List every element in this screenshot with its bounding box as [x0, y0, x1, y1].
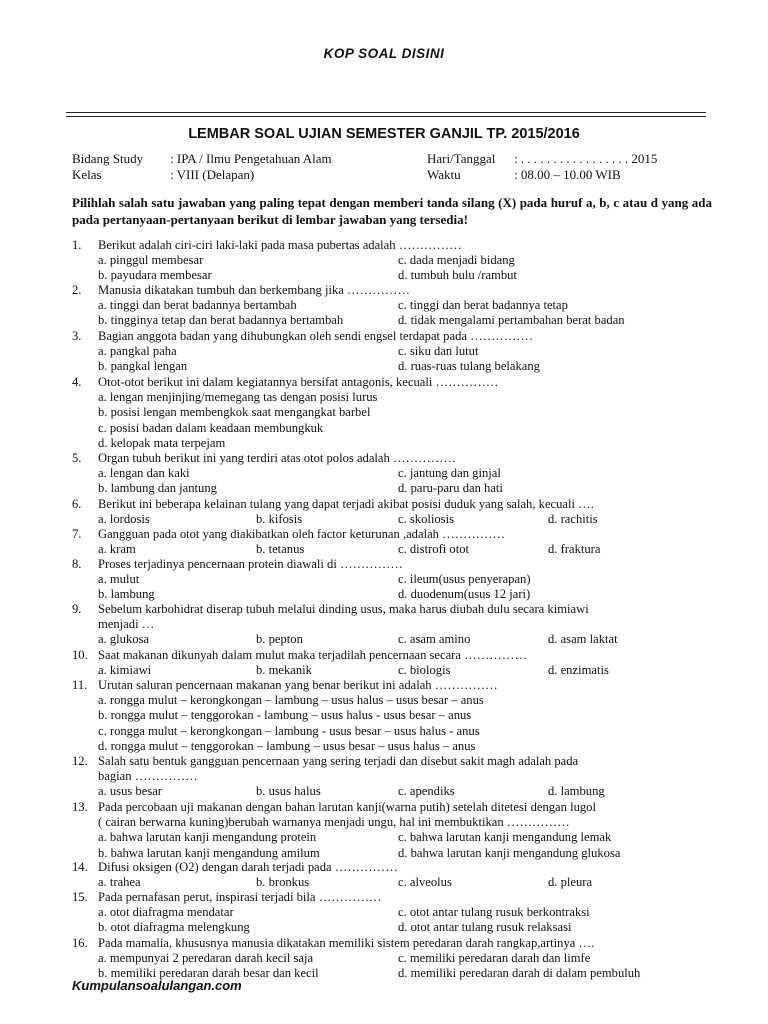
option: c. biologis: [398, 663, 451, 678]
question-6: [72, 497, 712, 527]
waktu-value: : 08.00 – 10.00 WIB: [514, 167, 621, 182]
option: b. lambung: [98, 587, 155, 602]
option: c. rongga mulut – kerongkongan – lambung - usus besar – usus halus - anus: [98, 723, 480, 738]
question-line: menjadi …: [98, 617, 155, 632]
option: d. paru-paru dan hati: [398, 481, 503, 496]
question-number: 16.: [72, 936, 88, 950]
header-divider-2: [66, 116, 706, 117]
question-text: [72, 451, 712, 466]
question-12: [72, 754, 712, 800]
question-line: Berikut ini beberapa kelainan tulang yang dapat terjadi akibat posisi duduk yang salah, kecuali ….: [98, 497, 594, 511]
option: a. rongga mulut – kerongkongan – lambung – usus halus – usus besar – anus: [98, 693, 484, 708]
option: d. otot antar tulang rusuk relaksasi: [398, 920, 572, 935]
option: d. enzimatis: [548, 663, 609, 678]
question-11: [72, 678, 712, 754]
kelas-value: : VIII (Delapan): [170, 167, 255, 182]
question-1: [72, 238, 712, 284]
question-text: [72, 617, 712, 632]
question-line: Difusi oksigen (O2) dengan darah terjadi pada ……………: [98, 860, 398, 874]
question-number: 2.: [72, 283, 82, 297]
bidang-value: : IPA / Ilmu Pengetahuan Alam: [170, 151, 332, 166]
option: b. otot diafragma melengkung: [98, 920, 250, 935]
option: c. distrofi otot: [398, 542, 470, 557]
option: c. memiliki peredaran darah dan limfe: [398, 951, 591, 966]
option: c. skoliosis: [398, 512, 454, 527]
option: b. tetanus: [256, 542, 305, 557]
question-number: 8.: [72, 557, 82, 571]
question-line: bagian ……………: [98, 769, 198, 784]
question-number: 4.: [72, 375, 82, 389]
question-text: [72, 497, 712, 512]
hari-value: : . . . . . . . . . . . . . . . . . 2015: [514, 151, 658, 166]
question-line: Organ tubuh berikut ini yang terdiri atas otot polos adalah ……………: [98, 451, 456, 465]
option: d. duodenum(usus 12 jari): [398, 587, 531, 602]
option: d. pleura: [548, 875, 593, 890]
question-line: Otot-otot berikut ini dalam kegiatannya bersifat antagonis, kecuali ……………: [98, 375, 499, 389]
question-number: 10.: [72, 648, 88, 662]
question-number: 6.: [72, 497, 82, 511]
question-text: [72, 329, 712, 344]
option: c. apendiks: [398, 784, 455, 799]
question-line: Gangguan pada otot yang diakibatkan oleh factor keturunan ,adalah ……………: [98, 527, 506, 541]
option: a. kimiawi: [98, 663, 152, 678]
option: a. lordosis: [98, 512, 150, 527]
option: b. bronkus: [256, 875, 310, 890]
question-15: [72, 890, 712, 936]
option: b. rongga mulut – tenggorokan - lambung – usus halus - usus besar – anus: [98, 708, 472, 723]
option: c. jantung dan ginjal: [398, 466, 501, 481]
option: a. mulut: [98, 572, 140, 587]
question-text: [72, 602, 712, 617]
question-number: 5.: [72, 451, 82, 465]
question-text: [72, 283, 712, 298]
option: a. otot diafragma mendatar: [98, 905, 234, 920]
question-line: Bagian anggota badan yang dihubungkan oleh sendi engsel terdapat pada ……………: [98, 329, 534, 343]
option: b. tingginya tetap dan berat badannya bertambah: [98, 313, 344, 328]
option: c. asam amino: [398, 632, 471, 647]
question-line: Pada mamalia, khususnya manusia dikatakan memiliki sistem peredaran darah rangkap,artinya ….: [98, 936, 595, 950]
option: d. kelopak mata terpejam: [98, 435, 226, 450]
question-16: [72, 936, 712, 982]
option: a. pinggul membesar: [98, 253, 204, 268]
question-7: [72, 527, 712, 557]
option: b. bahwa larutan kanji mengandung amilum: [98, 845, 320, 860]
question-9: [72, 602, 712, 648]
question-3: [72, 329, 712, 375]
option: c. ileum(usus penyerapan): [398, 572, 531, 587]
question-number: 12.: [72, 754, 88, 768]
option: d. rongga mulut – tenggorokan – lambung – usus besar – usus halus – anus: [98, 738, 476, 753]
question-text: [72, 754, 712, 769]
question-14: [72, 860, 712, 890]
waktu-label: Waktu: [427, 167, 461, 182]
question-text: [72, 238, 712, 253]
option: a. usus besar: [98, 784, 163, 799]
kop-soal-header: KOP SOAL DISINI: [323, 46, 445, 61]
question-number: 14.: [72, 860, 88, 874]
option: c. otot antar tulang rusuk berkontraksi: [398, 905, 590, 920]
option: b. kifosis: [256, 512, 303, 527]
question-text: [72, 860, 712, 875]
instruction: Pilihlah salah satu jawaban yang paling tepat dengan memberi tanda silang (X) pada huruf a, b, c atau d yang ada pada pertanyaan-pertanyaan berikut di lembar jawaban yang tersedia!: [72, 195, 712, 227]
option: a. trahea: [98, 875, 141, 890]
question-line: Proses terjadinya pencernaan protein diawali di ……………: [98, 557, 403, 571]
question-number: 1.: [72, 238, 82, 252]
question-number: 7.: [72, 527, 82, 541]
question-line: Saat makanan dikunyah dalam mulut maka terjadilah pencernaan secara ……………: [98, 648, 528, 662]
bidang-label: Bidang Study: [72, 151, 144, 166]
option: c. bahwa larutan kanji mengandung lemak: [398, 830, 612, 845]
question-text: [72, 769, 712, 784]
hari-label: Hari/Tanggal: [427, 151, 496, 166]
option: a. glukosa: [98, 632, 150, 647]
option: a. tinggi dan berat badannya bertambah: [98, 298, 297, 313]
question-line: Berikut adalah ciri-ciri laki-laki pada masa pubertas adalah ……………: [98, 238, 462, 252]
option: c. dada menjadi bidang: [398, 253, 515, 268]
option: d. fraktura: [548, 542, 601, 557]
option: a. kram: [98, 542, 136, 557]
question-2: [72, 283, 712, 329]
exam-title: LEMBAR SOAL UJIAN SEMESTER GANJIL TP. 2015/2016: [188, 126, 580, 142]
option: d. asam laktat: [548, 632, 618, 647]
option: d. lambung: [548, 784, 605, 799]
question-text: [72, 890, 712, 905]
footer-site: Kumpulansoalulangan.com: [72, 978, 242, 993]
question-text: [72, 678, 712, 693]
option: b. lambung dan jantung: [98, 481, 217, 496]
kelas-label: Kelas: [72, 167, 102, 182]
question-number: 13.: [72, 800, 88, 814]
option: a. lengan dan kaki: [98, 466, 190, 481]
option: a. mempunyai 2 peredaran darah kecil saja: [98, 951, 314, 966]
option: d. bahwa larutan kanji mengandung glukosa: [398, 845, 621, 860]
option: a. pangkal paha: [98, 344, 177, 359]
question-number: 9.: [72, 602, 82, 616]
option: a. lengan menjinjing/memegang tas dengan posisi lurus: [98, 390, 378, 405]
question-number: 3.: [72, 329, 82, 343]
question-13: [72, 800, 712, 861]
option: b. posisi lengan membengkok saat mengangkat barbel: [98, 405, 371, 420]
option: a. bahwa larutan kanji mengandung protein: [98, 830, 317, 845]
question-text: [72, 527, 712, 542]
question-text: [72, 815, 712, 830]
option: d. tidak mengalami pertambahan berat badan: [398, 313, 625, 328]
option: b. pepton: [256, 632, 303, 647]
option: b. mekanik: [256, 663, 312, 678]
question-line: Pada percobaan uji makanan dengan bahan larutan kanji(warna putih) setelah ditetesi dengan lugol: [98, 800, 596, 814]
option: d. memiliki peredaran darah di dalam pembuluh: [398, 966, 641, 981]
question-number: 11.: [72, 678, 88, 692]
option: b. usus halus: [256, 784, 321, 799]
option: c. alveolus: [398, 875, 452, 890]
option: d. rachitis: [548, 512, 598, 527]
question-line: Pada pernafasan perut, inspirasi terjadi bila ……………: [98, 890, 382, 904]
question-8: [72, 557, 712, 603]
question-10: [72, 648, 712, 678]
question-line: Urutan saluran pencernaan makanan yang benar berikut ini adalah ……………: [98, 678, 498, 692]
question-4: [72, 375, 712, 451]
option: c. tinggi dan berat badannya tetap: [398, 298, 568, 313]
question-text: [72, 936, 712, 951]
option: b. pangkal lengan: [98, 359, 188, 374]
option: c. posisi badan dalam keadaan membungkuk: [98, 420, 324, 435]
option: d. ruas-ruas tulang belakang: [398, 359, 540, 374]
question-line: Sebelum karbohidrat diserap tubuh melalui dinding usus, maka harus diubah dulu secara kimiawi: [98, 602, 589, 616]
option: b. payudara membesar: [98, 268, 212, 283]
question-text: [72, 800, 712, 815]
option: c. siku dan lutut: [398, 344, 479, 359]
option: b. memiliki peredaran darah besar dan kecil: [98, 966, 319, 981]
question-5: [72, 451, 712, 497]
question-line: Salah satu bentuk gangguan pencernaan yang sering terjadi dan disebut sakit magh adalah pada: [98, 754, 579, 768]
question-line: Manusia dikatakan tumbuh dan berkembang jika ……………: [98, 283, 410, 297]
option: d. tumbuh bulu /rambut: [398, 268, 517, 283]
question-text: [72, 557, 712, 572]
header-divider: [66, 112, 706, 113]
question-text: [72, 648, 712, 663]
question-line: ( cairan berwarna kuning)berubah warnanya menjadi ungu, hal ini membuktikan ……………: [98, 815, 570, 830]
question-number: 15.: [72, 890, 88, 904]
question-text: [72, 375, 712, 390]
